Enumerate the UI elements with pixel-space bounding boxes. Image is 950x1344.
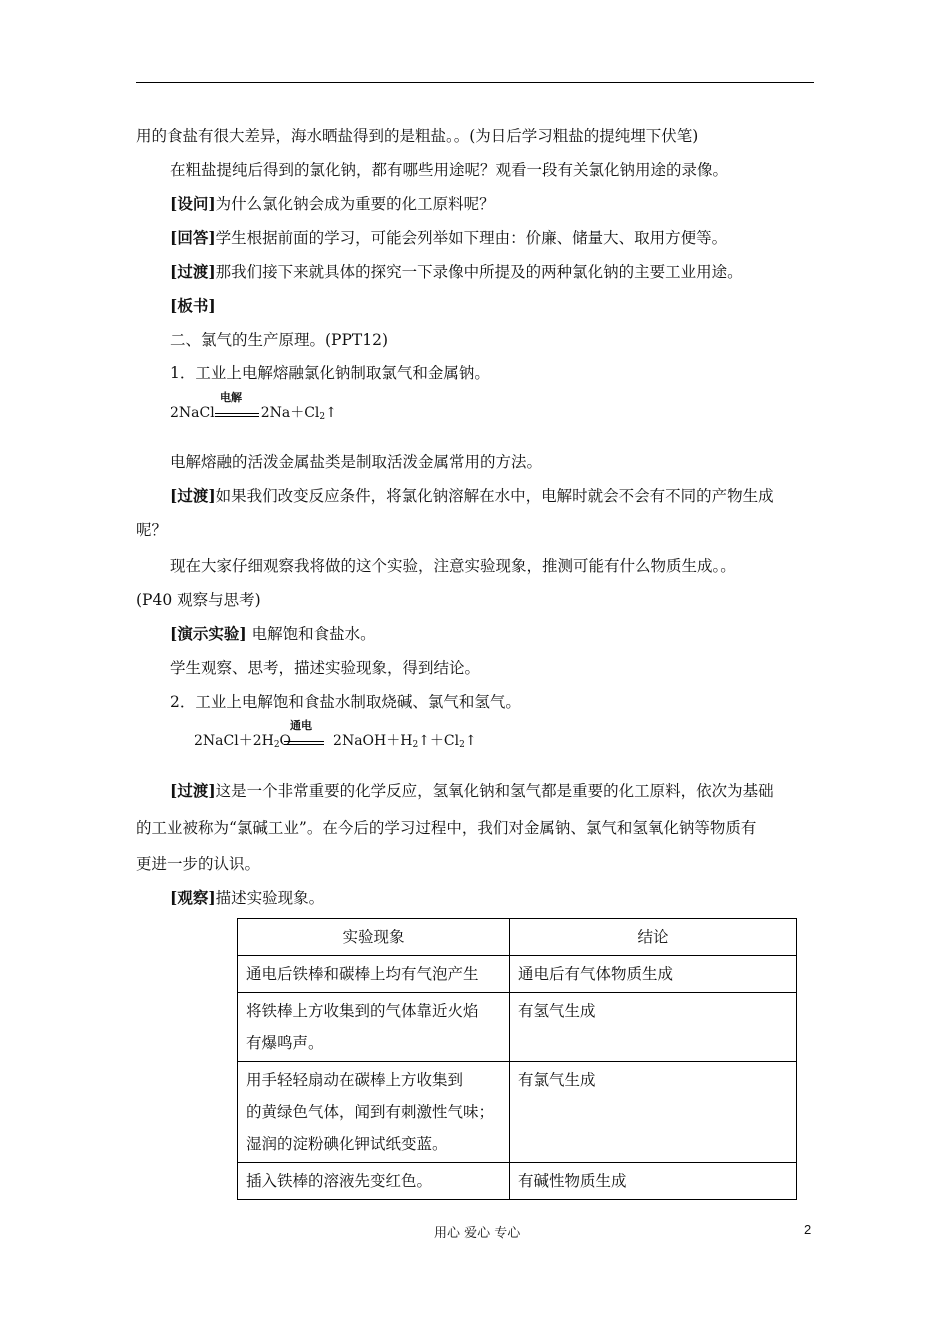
page-number: 2 bbox=[804, 1222, 812, 1237]
equation-2 bbox=[194, 719, 477, 754]
item-2: 2．工业上电解饱和食盐水制取烧碱、氯气和氢气。 bbox=[170, 693, 521, 711]
transition-text: 那我们接下来就具体的探究一下录像中所提及的两种氯化钠的主要工业用途。 bbox=[215, 263, 743, 281]
conclusion-cell: 通电后有气体物质生成 bbox=[510, 956, 797, 993]
paragraph-2: 在粗盐提纯后得到的氯化钠，都有哪些用途呢？观看一段有关氯化钠用途的录像。 bbox=[170, 161, 729, 179]
paragraph-question bbox=[170, 194, 495, 214]
eq2-right-sub2: 2 bbox=[459, 740, 465, 750]
eq1-double-line bbox=[215, 413, 259, 417]
transition-3-cont-1: 的工业被称为“氯碱工业”。在今后的学习过程中，我们对金属钠、氯气和氢氧化钠等物质有 bbox=[136, 819, 757, 837]
table-row bbox=[238, 993, 797, 1062]
eq1-condition: 电解 bbox=[220, 391, 242, 404]
table-row bbox=[238, 956, 797, 993]
transition-3-cont-2: 更进一步的认识。 bbox=[136, 855, 261, 873]
transition-3-text: 这是一个非常重要的化学反应，氢氧化钠和氢气都是重要的化工原料，依次为基础 bbox=[215, 782, 774, 800]
paragraph-1: 用的食盐有很大差异，海水晒盐得到的是粗盐。。(为日后学习粗盐的提纯埋下伏笔) bbox=[136, 127, 699, 145]
tag-transition-3: [过渡] bbox=[170, 781, 216, 800]
phenomenon-cell bbox=[238, 956, 510, 993]
transition-2-text: 如果我们改变反应条件，将氯化钠溶解在水中，电解时就会不会有不同的产物生成 bbox=[215, 487, 774, 505]
paragraph-observe-cont: (P40 观察与思考) bbox=[136, 591, 261, 609]
footer-center: 用心 爱心 专心 bbox=[434, 1226, 521, 1241]
phenomenon-line: 有爆鸣声。 bbox=[246, 1034, 324, 1052]
phenomenon-line: 将铁棒上方收集到的气体靠近火焰 bbox=[246, 1002, 479, 1020]
eq2-left-b: O bbox=[279, 733, 292, 749]
header-conclusion: 结论 bbox=[510, 919, 797, 956]
phenomenon-cell bbox=[238, 993, 510, 1062]
eq2-right-sub1: 2 bbox=[412, 740, 419, 750]
eq1-sub: 2 bbox=[319, 412, 326, 422]
paragraph-method: 电解熔融的活泼金属盐类是制取活泼金属常用的方法。 bbox=[170, 453, 543, 471]
phenomenon-line: 湿润的淀粉碘化钾试纸变蓝。 bbox=[246, 1135, 448, 1153]
tag-board: [板书] bbox=[170, 296, 216, 315]
phenomenon-line: 的黄绿色气体，闻到有刺激性气味； bbox=[246, 1103, 495, 1121]
section-heading: 二、氯气的生产原理。(PPT12) bbox=[170, 331, 389, 349]
header-phenomenon: 实验现象 bbox=[238, 919, 510, 956]
paragraph-transition-2 bbox=[170, 486, 774, 506]
eq1-right: 2Na＋Cl bbox=[260, 405, 320, 421]
table-row bbox=[238, 1062, 797, 1163]
observation-table bbox=[237, 918, 797, 1200]
paragraph-transition-1 bbox=[170, 262, 743, 282]
phenomenon-line: 插入铁棒的溶液先变红色。 bbox=[246, 1172, 433, 1190]
answer-text: 学生根据前面的学习，可能会列举如下理由：价廉、储量大、取用方便等。 bbox=[215, 229, 728, 247]
tag-transition-2: [过渡] bbox=[170, 486, 216, 505]
phenomenon-cell bbox=[238, 1163, 510, 1200]
eq2-right-b: ↑＋Cl bbox=[418, 733, 460, 749]
paragraph-answer bbox=[170, 228, 727, 248]
item-1: 1．工业上电解熔融氯化钠制取氯气和金属钠。 bbox=[170, 364, 490, 382]
observation-text: 描述实验现象。 bbox=[215, 889, 325, 907]
paragraph-students: 学生观察、思考，描述实验现象，得到结论。 bbox=[170, 659, 481, 677]
table-row bbox=[238, 1163, 797, 1200]
tag-demo: [演示实验] bbox=[170, 624, 247, 643]
phenomenon-cell bbox=[238, 1062, 510, 1163]
question-text: 为什么氯化钠会成为重要的化工原料呢？ bbox=[215, 195, 495, 213]
eq2-double-line bbox=[284, 741, 324, 745]
tag-answer: [回答] bbox=[170, 228, 216, 247]
conclusion-cell: 有碱性物质生成 bbox=[510, 1163, 797, 1200]
paragraph-demo bbox=[170, 624, 376, 644]
eq2-right-c: ↑ bbox=[464, 733, 477, 749]
eq1-left: 2NaCl bbox=[170, 405, 215, 421]
conclusion-cell: 有氯气生成 bbox=[510, 1062, 797, 1163]
equation-1 bbox=[170, 391, 337, 426]
eq2-right-a: 2NaOH＋H bbox=[333, 733, 413, 749]
phenomenon-line: 通电后铁棒和碳棒上均有气泡产生 bbox=[246, 965, 479, 983]
eq2-left-a: 2NaCl＋2H bbox=[194, 733, 274, 749]
phenomenon-line: 用手轻轻扇动在碳棒上方收集到 bbox=[246, 1071, 464, 1089]
conclusion-cell: 有氢气生成 bbox=[510, 993, 797, 1062]
table-header-row bbox=[238, 919, 797, 956]
paragraph-observation bbox=[170, 888, 324, 908]
paragraph-transition-3 bbox=[170, 781, 774, 801]
demo-text: 电解饱和食盐水。 bbox=[246, 625, 376, 643]
eq2-condition: 通电 bbox=[290, 719, 312, 732]
paragraph-observe: 现在大家仔细观察我将做的这个实验，注意实验现象，推测可能有什么物质生成。。 bbox=[170, 557, 736, 575]
eq2-left-sub: 2 bbox=[273, 740, 280, 750]
tag-observation: [观察] bbox=[170, 888, 216, 907]
eq1-arrow: ↑ bbox=[325, 405, 337, 421]
transition-2-cont: 呢？ bbox=[136, 521, 168, 539]
tag-transition: [过渡] bbox=[170, 262, 216, 281]
tag-question: [设问] bbox=[170, 194, 216, 213]
header-rule bbox=[136, 82, 814, 83]
